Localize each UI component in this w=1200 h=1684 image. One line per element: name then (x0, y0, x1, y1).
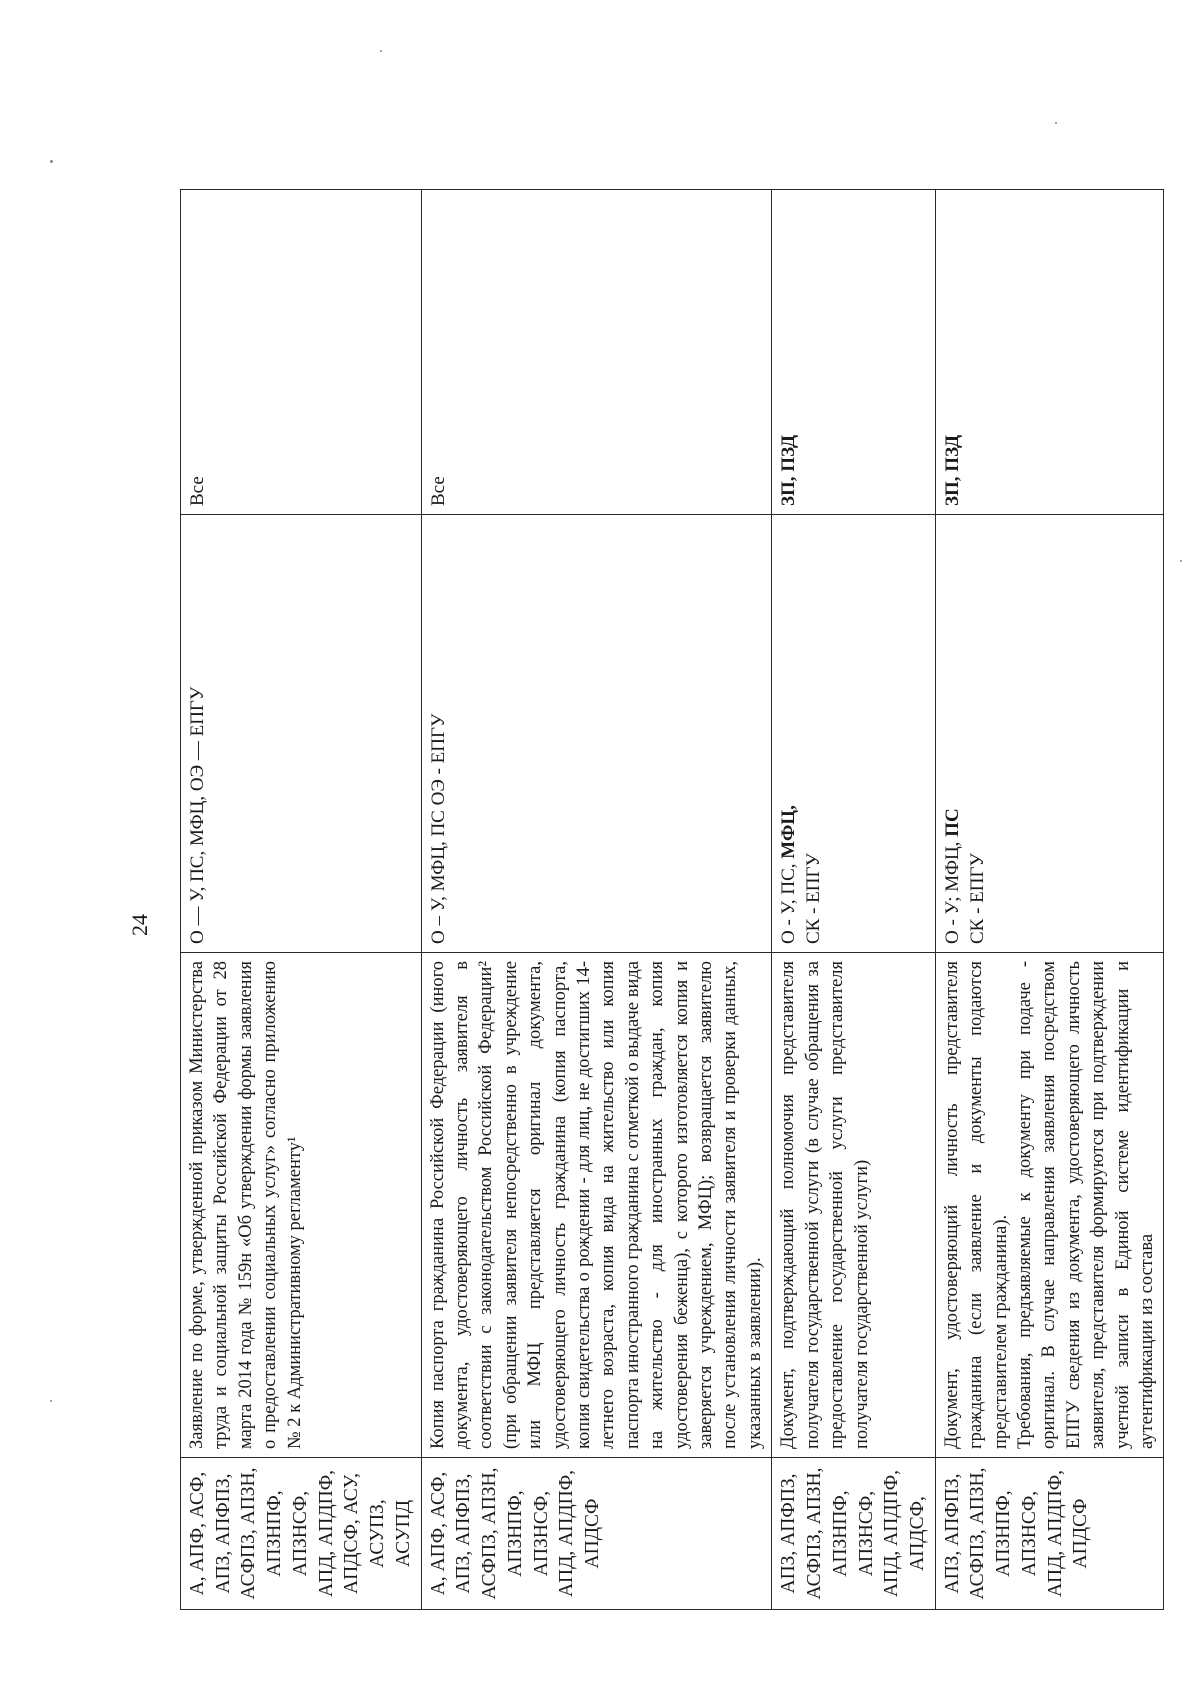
applies-to-cell: ЗП, ПЗД (935, 190, 1164, 515)
method-text: О - У; МФЦ, (941, 836, 963, 944)
applies-to-cell: ЗП, ПЗД (772, 190, 935, 515)
submission-method-cell: О — У, ПС, МФЦ, ОЭ — ЕПГУ (181, 515, 422, 953)
method-emphasis: ПС (941, 808, 963, 837)
page-number: 24 (127, 914, 152, 936)
table-row (181, 190, 422, 1610)
table-row (772, 190, 935, 1610)
document-description-cell: Документ, подтверждающий полномочия представителя получателя государственной услуги (в случае обращения за предоставление государственной услуги представителя получателя государственной услуги) (772, 953, 935, 1458)
scan-speck (50, 1400, 52, 1402)
applicant-groups-cell: АПЗ, АПФПЗ, АСФПЗ, АПЗН, АПЗНПФ, АПЗНСФ, АПД, АПДПФ, АПДСФ (935, 1458, 1164, 1610)
applicant-groups-cell: АПЗ, АПФПЗ, АСФПЗ, АПЗН, АПЗНПФ, АПЗНСФ, АПД, АПДПФ, АПДСФ, (772, 1458, 935, 1610)
document-paragraph: Документ, удостоверяющий личность представителя гражданина (если заявление и документы подаются представителем гражданина). (941, 961, 1011, 1449)
method-emphasis: МФЦ, (778, 805, 800, 859)
applies-to-cell: Все (181, 190, 422, 515)
scan-speck (1180, 560, 1182, 562)
submission-method-cell: О – У, МФЦ, ПС ОЭ - ЕПГУ (421, 515, 772, 953)
scan-speck (1055, 122, 1057, 124)
document-description-cell: Копия паспорта гражданина Российской Федерации (иного документа, удостоверяющего личность заявителя в соответствии с законодательством Российской Федерации² (при обращении заявителя непосредственно в учреждение или МФЦ представляется оригинал документа, удостоверяющего личность гражданина (копия паспорта, копия свидетельства о рождении - для лиц, не достигших 14-летнего возраста, копия вида на жительство или копия паспорта иностранного гражданина с отметкой о выдаче вида на жительство - для иностранных граждан, копия удостоверения беженца), с которого изготовляется копия и заверяется учреждением, МФЦ); возвращается заявителю после установления личности заявителя и проверки данных, указанных в заявлении). (421, 953, 772, 1458)
document-paragraph: Требования, предъявляемые к документу при подаче - оригинал. В случае направления заявления посредством ЕПГУ сведения из документа, удостоверяющего личность заявителя, представителя формируются при подтверждении учетной записи в Единой системе идентификации и аутентификации из состава (1014, 961, 1157, 1449)
rotated-table-container (180, 190, 1157, 1610)
scan-speck (380, 50, 382, 52)
applicant-groups-cell: А, АПФ, АСФ, АПЗ, АПФПЗ, АСФПЗ, АПЗН, АПЗНПФ, АПЗНСФ, АПД, АПДПФ, АПДСФ, АСУ, АСУПЗ, АСУПД (181, 1458, 422, 1610)
method-text: О - У, ПС, (778, 858, 800, 944)
applicant-groups-cell: А, АПФ, АСФ, АПЗ, АПФПЗ, АСФПЗ, АПЗН, АПЗНПФ, АПЗНСФ, АПД, АПДПФ, АПДСФ (421, 1458, 772, 1610)
applies-to-cell: Все (421, 190, 772, 515)
document-description-cell: Заявление по форме, утвержденной приказом Министерства труда и социальной защиты Российской Федерации от 28 марта 2014 года № 159н «Об утверждении формы заявления о предоставлении социальных услуг» согласно приложению № 2 к Административному регламенту¹ (181, 953, 422, 1458)
scan-speck (50, 160, 53, 163)
document-description-cell (935, 953, 1164, 1458)
method-text-continued: СК - ЕПГУ (803, 853, 825, 944)
submission-method-cell (772, 515, 935, 953)
table-row (935, 190, 1164, 1610)
submission-method-cell (935, 515, 1164, 953)
table-row (421, 190, 772, 1610)
method-text-continued: СК - ЕПГУ (966, 853, 988, 944)
document-table (180, 189, 1164, 1610)
